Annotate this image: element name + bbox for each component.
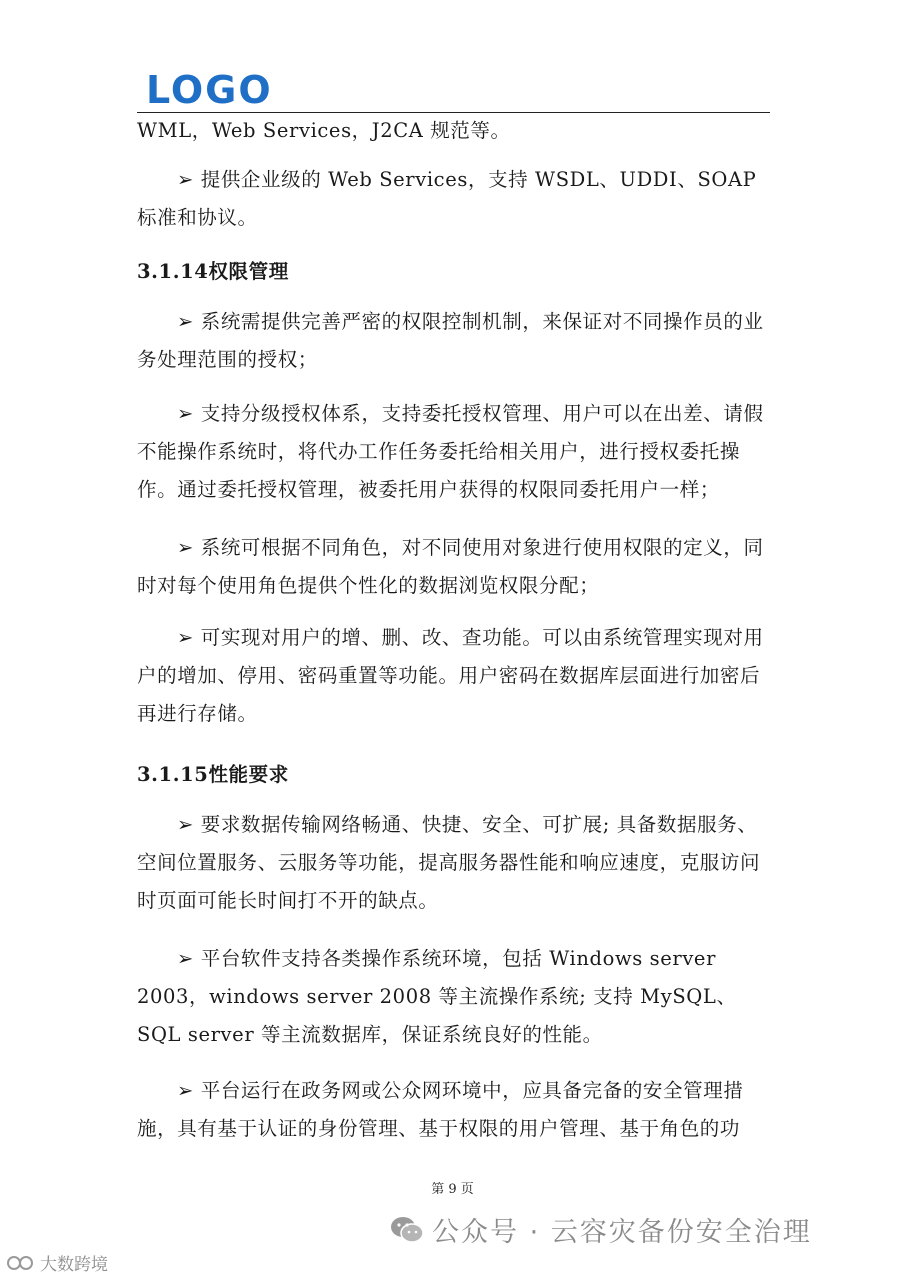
wechat-icon (390, 1215, 424, 1245)
bullet-os-support: ➢ 平台软件支持各类操作系统环境，包括 Windows server 2003，windows server 2008 等主流操作系统; 支持 MySQL、SQL server 等主流数据库，保证系统良好的性能。 (137, 947, 737, 1046)
watermark-brand-text: 大数跨境 (40, 1255, 108, 1275)
bullet-role-permissions: ➢ 系统可根据不同角色，对不同使用对象进行使用权限的定义，同时对每个使用角色提供个性化的数据浏览权限分配； (137, 536, 764, 597)
watermark-account-text: 公众号 · 云容灾备份安全治理 (432, 1217, 812, 1248)
bullet-permission-control: ➢ 系统需提供完善严密的权限控制机制，来保证对不同操作员的业务处理范围的授权； (137, 310, 764, 371)
bullet-security: ➢ 平台运行在政务网或公众网环境中，应具备完备的安全管理措施，具有基于认证的身份管理、基于权限的用户管理、基于角色的功 (137, 1079, 744, 1140)
bullet-web-services: ➢ 提供企业级的 Web Services，支持 WSDL、UDDI、SOAP 标准和协议。 (137, 168, 757, 229)
bullet-user-management: ➢ 可实现对用户的增、删、改、查功能。可以由系统管理实现对用户的增加、停用、密码重置等功能。用户密码在数据库层面进行加密后再进行存储。 (137, 626, 764, 725)
watermark-brand (6, 1250, 108, 1275)
bullet-delegation: ➢ 支持分级授权体系，支持委托授权管理、用户可以在出差、请假不能操作系统时，将代办工作任务委托给相关用户，进行授权委托操作。通过委托授权管理，被委托用户获得的权限同委托用户一样； (137, 402, 764, 501)
section-heading-permissions: 3.1.14权限管理 (137, 260, 289, 283)
paragraph-continued: WML，Web Services，J2CA 规范等。 (137, 119, 511, 142)
watermark-account (390, 1210, 812, 1249)
page-number: 第 9 页 (431, 1182, 474, 1197)
brand-icon (6, 1254, 36, 1272)
logo: LOGO (146, 68, 273, 112)
bullet-network: ➢ 要求数据传输网络畅通、快捷、安全、可扩展; 具备数据服务、空间位置服务、云服务等功能，提高服务器性能和响应速度，克服访问时页面可能长时间打不开的缺点。 (137, 813, 761, 912)
section-heading-performance: 3.1.15性能要求 (137, 763, 289, 786)
